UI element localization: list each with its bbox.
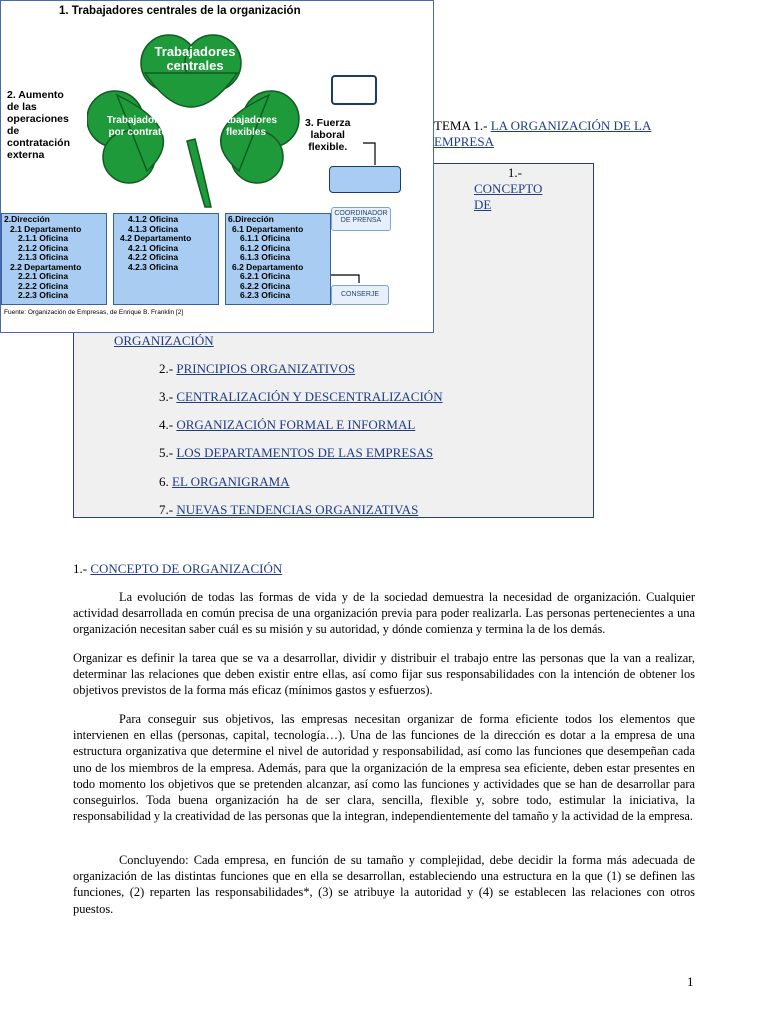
org-box-outline [331,75,377,105]
section-title-link[interactable]: CONCEPTO DE ORGANIZACIÓN [90,561,283,576]
diagram-right-label: 3. Fuerza laboral flexible. [305,117,351,153]
toc-item-2[interactable] [159,361,355,377]
toc-item-6[interactable] [159,474,290,490]
org-column-2: 2.Dirección 2.1 Departamento 2.1.1 Oficina 2.1.2 Oficina 2.1.3 Oficina 2.2 Departamento 2.2.1 Oficina 2.2.2 Oficina 2.2.3 Oficina [1,213,107,305]
toc-heading [434,118,674,150]
toc-item-num: 3.- [159,389,174,404]
diagram-title: 1. Trabajadores centrales de la organización [59,5,301,17]
section-heading [73,561,282,577]
toc-item-link[interactable]: ORGANIZACIÓN FORMAL E INFORMAL [176,417,416,432]
toc-item-num: 5.- [159,445,174,460]
toc-heading-prefix: TEMA 1.- [434,118,488,133]
org-column-6: 6.Dirección 6.1 Departamento 6.1.1 Oficina 6.1.2 Oficina 6.1.3 Oficina 6.2 Departamento 6.2.1 Oficina 6.2.2 Oficina 6.2.3 Oficina [225,213,331,305]
paragraph-1: La evolución de todas las formas de vida y de la sociedad demuestra la necesidad de organización. Cualquier actividad desarrollada en común precisa de una organización previa para poder realizarla. Las personas pertenecientes a una organización necesitan saber cuál es su misión y su autoridad, y dónde comienza y termina la de los demás. [73,590,695,637]
section-number: 1.- [73,561,88,576]
toc-item-link[interactable]: PRINCIPIOS ORGANIZATIVOS [176,361,356,376]
overlay-diagram [0,0,434,333]
org-box-blue [329,166,401,193]
org-column-4: 4.1.2 Oficina 4.1.3 Oficina 4.2 Departamento 4.2.1 Oficina 4.2.2 Oficina 4.2.3 Oficina [113,213,219,305]
org-box-press-coordinator: COORDINADOR DE PRENSA [331,207,391,231]
diagram-left-label: 2. Aumento de las operaciones de contratación externa [7,89,71,161]
connector-line-conserje [331,273,363,285]
toc-item-1-num: 1.- [507,165,522,180]
leaf-top-label: Trabajadores centrales [154,44,236,73]
toc-item-1[interactable] [474,165,543,213]
toc-item-num: 2.- [159,361,174,376]
toc-item-link[interactable]: CENTRALIZACIÓN Y DESCENTRALIZACIÓN [176,389,443,404]
leaf-right-label: Trabajadores flexibles [214,115,278,138]
leaf-left-label: Trabajadores por contrato [106,115,170,138]
paragraph-2: Organizar es definir la tarea que se va a desarrollar, dividir y distribuir el trabajo entre las personas que la van a realizar, determinar las relaciones que deben existir entre ellas, así como fijar sus responsabilidades con la intención de obtener los objetivos previstos de la forma más eficaz (mínimos gastos y esfuerzos). [73,651,695,698]
paragraph-3: Para conseguir sus objetivos, las empresas necesitan organizar de forma eficiente todos los elementos que intervienen en ellas (personas, capital, tecnología…). Una de las funciones de la dirección es dotar a la empresa de una estructura organizativa que determine el nivel de autoridad y responsabilidad, así como las funciones que desempeñan cada uno de los miembros de la empresa. Además, para que la organización de la empresa sea eficiente, deben estar presentes en todo momento los objetivos que se pretenden alcanzar, así como las funciones y actividades que se han de desarrollar para conseguirlos. Toda buena organización ha de ser clara, sencilla, flexible y, sobre todo, estimular la iniciativa, la responsabilidad y la creatividad de las personas que la integran, independientemente del tamaño y la actividad de la empresa. [73,712,695,824]
toc-heading-link[interactable]: LA ORGANIZACIÓN DE LA EMPRESA [434,118,652,149]
toc-item-5[interactable] [159,445,433,461]
toc-item-7[interactable] [159,502,418,518]
toc-item-link[interactable]: NUEVAS TENDENCIAS ORGANIZATIVAS [176,502,419,517]
toc-item-num: 7.- [159,502,174,517]
org-box-conserje: CONSERJE [331,285,389,305]
toc-item-1-line2[interactable]: DE [474,197,492,212]
paragraph-4: Concluyendo: Cada empresa, en función de su tamaño y complejidad, debe decidir la forma más adecuada de organización de las distintas funciones que en ella se desarrollan, estableciendo una estructura en la que (1) se definen las funciones, (2) reparten las responsabilidades*, (3) se atribuye la autoridad y (4) se establecen las relaciones con otros puestos. [73,853,695,916]
toc-item-num: 4.- [159,417,174,432]
page-number: 1 [687,974,694,989]
diagram-source-caption: Fuente: Organización de Empresas, de Enrique B. Franklin [2] [4,309,184,316]
toc-item-num: 6. [159,474,169,489]
toc-item-link[interactable]: EL ORGANIGRAMA [172,474,290,489]
toc-item-1-continued[interactable]: ORGANIZACIÓN [114,333,214,348]
connector-line [361,141,381,167]
toc-item-4[interactable] [159,417,415,433]
toc-item-3[interactable] [159,389,443,405]
toc-item-1-line1[interactable]: CONCEPTO [474,181,543,196]
toc-item-link[interactable]: LOS DEPARTAMENTOS DE LAS EMPRESAS [176,445,434,460]
